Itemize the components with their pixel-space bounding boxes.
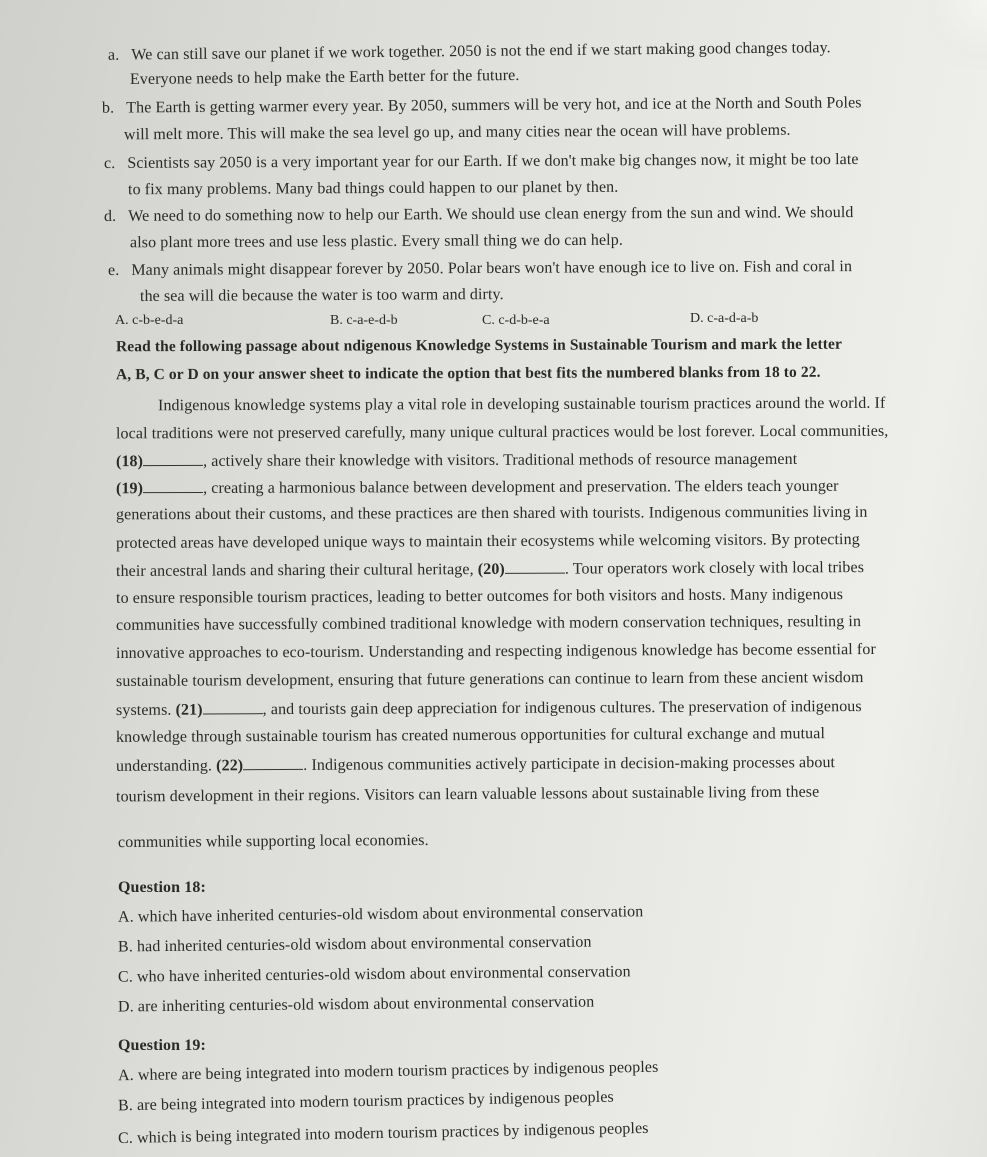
ordering-item-c (104, 150, 859, 174)
item-label: e. (107, 261, 120, 279)
item-text: We can still save our planet if we work together. 2050 is not the end if we start making good changes today. (131, 39, 831, 64)
ordering-option-a: A. c-b-e-d-a (115, 313, 184, 328)
blank-22 (243, 755, 303, 770)
item-label: b. (101, 99, 115, 117)
ordering-option-c: C. c-d-b-e-a (482, 313, 550, 328)
blank-18 (143, 451, 203, 466)
item-label: c. (103, 154, 116, 172)
passage-line (116, 557, 864, 582)
ordering-option-d: D. c-a-d-a-b (690, 311, 759, 326)
ordering-item-a (108, 38, 831, 66)
passage-text: . Tour operators work closely with local tribes (564, 559, 865, 578)
ordering-item-c-cont (128, 178, 618, 201)
passage-line: to ensure responsible tourism practices, leading to better outcomes for both visitors and hosts. Many indigenous (115, 586, 844, 607)
blank-number-19: (19) (115, 480, 144, 498)
question-19-title: Question 19: (118, 1037, 206, 1054)
ordering-item-d-cont (130, 231, 623, 254)
item-text: also plant more trees and use less plastic. Every small thing we do can help. (129, 231, 623, 252)
question-18-option-c: C. who have inherited centuries-old wisdom about environmental conservation (117, 963, 631, 986)
passage-line: tourism development in their regions. Visitors can learn valuable lessons about sustainable living from these (115, 783, 820, 806)
question-19-option-b: B. are being integrated into modern tourism practices by indigenous peoples (117, 1088, 614, 1115)
item-text: Many animals might disappear forever by 2050. Polar bears won't have enough ice to live on. Fish and coral in (131, 258, 853, 279)
passage-text: their ancestral lands and sharing their cultural heritage, (115, 561, 478, 580)
blank-number-21: (21) (175, 701, 203, 719)
passage-line: communities have successfully combined traditional knowledge with modern conservation techniques, resulting in (115, 613, 862, 634)
item-text: to fix many problems. Many bad things could happen to our planet by then. (127, 178, 619, 199)
passage-line: communities while supporting local economies. (117, 831, 429, 852)
ordering-item-e-cont (140, 285, 504, 307)
item-text: Scientists say 2050 is a very important year for our Earth. If we don't make big changes now, it might be too late (127, 151, 859, 172)
ordering-item-e (108, 257, 852, 281)
passage-line (116, 449, 797, 472)
ordering-item-b-cont (124, 121, 791, 146)
passage-line (116, 696, 862, 721)
blank-number-20: (20) (477, 560, 505, 579)
question-19-option-a: A. where are being integrated into modern tourism practices by indigenous peoples (117, 1058, 659, 1085)
item-text: the sea will die because the water is too warm and dirty. (139, 286, 504, 305)
instruction-line-2: A, B, C or D on your answer sheet to indicate the option that best fits the numbered blanks from 18 to 22. (115, 363, 821, 384)
passage-text: understanding. (115, 757, 217, 775)
ordering-item-b (102, 93, 862, 118)
passage-line: Indigenous knowledge systems play a vital role in developing sustainable tourism practices around the world. If (157, 394, 886, 415)
ordering-option-b: B. c-a-e-d-b (330, 313, 398, 328)
passage-line (116, 476, 839, 500)
item-text: Everyone needs to help make the Earth better for the future. (129, 66, 520, 89)
blank-21 (203, 699, 263, 714)
passage-line: protected areas have developed unique ways to maintain their ecosystems while welcoming visitors. By protecting (115, 531, 860, 552)
question-18-option-b: B. had inherited centuries-old wisdom about environmental conservation (117, 933, 592, 956)
passage-line (116, 752, 835, 777)
passage-line: local traditions were not preserved carefully, many unique cultural practices would be lost forever. Local communities, (115, 422, 889, 443)
item-text: We need to do something now to help our Earth. We should use clean energy from the sun and wind. We should (128, 204, 854, 225)
passage-text: , creating a harmonious balance between development and preservation. The elders teach younger (203, 477, 839, 497)
passage-text: , and tourists gain deep appreciation for indigenous cultures. The preservation of indigenous (262, 698, 862, 719)
blank-19 (143, 478, 203, 493)
instruction-line-1: Read the following passage about ndigenous Knowledge Systems in Sustainable Tourism and mark the letter (115, 335, 843, 356)
question-18-title: Question 18: (118, 879, 206, 896)
ordering-item-d (104, 203, 854, 227)
item-text: will melt more. This will make the sea level go up, and many cities near the ocean will have problems. (123, 121, 791, 144)
passage-text: . Indigenous communities actively participate in decision-making processes about (303, 754, 836, 774)
ordering-item-a-cont (130, 66, 520, 90)
blank-number-18: (18) (115, 453, 144, 471)
passage-text: , actively share their knowledge with visitors. Traditional methods of resource management (203, 450, 798, 470)
item-label: d. (103, 207, 117, 225)
passage-line: sustainable tourism development, ensuring that future generations can continue to learn from these ancient wisdom (115, 669, 864, 690)
blank-number-22: (22) (216, 757, 244, 775)
passage-line: innovative approaches to eco-tourism. Understanding and respecting indigenous knowledge has become essential for (115, 641, 876, 662)
question-18-option-a: A. which have inherited centuries-old wisdom about environmental conservation (117, 903, 644, 926)
item-label: a. (107, 46, 120, 64)
passage-text: systems. (115, 701, 176, 719)
question-19-option-c: C. which is being integrated into modern tourism practices by indigenous peoples (117, 1119, 649, 1148)
question-18-option-d: D. are inheriting centuries-old wisdom about environmental conservation (117, 993, 595, 1016)
item-text: The Earth is getting warmer every year. By 2050, summers will be very hot, and ice at the North and South Poles (126, 94, 862, 117)
paper-corner-highlight (927, 0, 987, 70)
passage-line: generations about their customs, and these practices are then shared with tourists. Indigenous communities living in (115, 503, 868, 524)
blank-20 (505, 559, 565, 574)
passage-line: knowledge through sustainable tourism has created numerous opportunities for cultural exchange and mutual (115, 725, 826, 746)
